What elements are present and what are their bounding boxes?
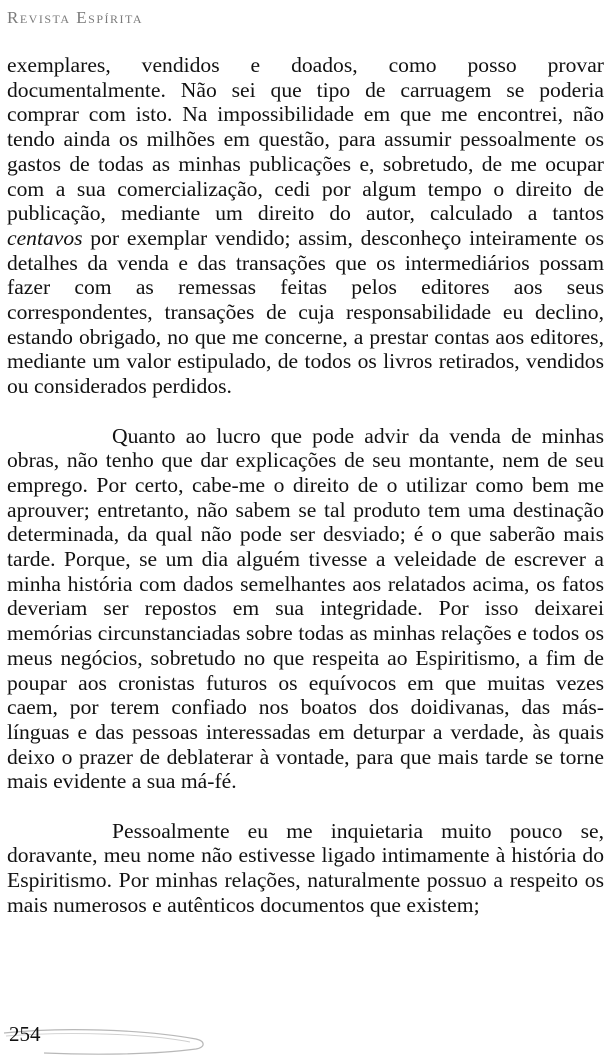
- paragraph-1-text-start: exemplares, vendidos e doados, como posso provar documentalmente. Não sei que tipo de carruagem se poderia comprar com isto. Na impossibilidade em que me encontrei, não tendo ainda os milhões em questão, para assumir pessoalmente os gastos de todas as minhas publicações e, sobretudo, de me ocupar com a sua comercialização, cedi por algum tempo o direito de publicação, mediante um direito do autor, calculado a tantos: [7, 53, 604, 226]
- paragraph-1: [7, 53, 604, 399]
- italic-word: centavos: [7, 225, 83, 250]
- page-footer: [0, 1017, 611, 1057]
- running-header: Revista Espírita: [7, 8, 144, 27]
- paragraph-2: Quanto ao lucro que pode advir da venda de minhas obras, não tenho que dar explicações de seu montante, nem de seu emprego. Por certo, cabe-me o direito de o utilizar como bem me aprouver; entretanto, não sabem se tal produto tem uma destinação determinada, da qual não pode ser desviado; é o que saberão mais tarde. Porque, se um dia alguém tivesse a veleidade de escrever a minha história com dados semelhantes aos relatados acima, os fatos deveriam ser repostos em sua integridade. Por isso deixarei memórias circunstanciadas sobre todas as minhas relações e todos os meus negócios, sobretudo no que respeita ao Espiritismo, a fim de poupar aos cronistas futuros os equívocos em que muitas vezes caem, por terem confiado nos boatos dos doidivanas, das más-línguas e das pessoas interessadas em deturpar a verdade, às quais deixo o prazer de deblaterar à vontade, para que mais tarde se torne mais evidente a sua má-fé.: [7, 423, 604, 794]
- paragraph-3: Pessoalmente eu me inquietaria muito pouco se, doravante, meu nome não estivesse ligado intimamente à história do Espiritismo. Por minhas relações, naturalmente possuo a respeito os mais numerosos e autênticos documentos que existem;: [7, 818, 604, 917]
- page-body: [7, 53, 604, 918]
- footer-swoosh-ornament: [0, 1017, 611, 1057]
- paragraph-1-text-end: por exemplar vendido; assim, desconheço inteiramente os detalhes da venda e das transações que os intermediários possam fazer com as remessas feitas pelos editores aos seus correspondentes, transações de cuja responsabilidade eu declino, estando obrigado, no que me concerne, a prestar contas aos editores, mediante um valor estipulado, de todos os livros retirados, vendidos ou considerados perdidos.: [7, 225, 604, 399]
- page-number: 254: [9, 1022, 41, 1046]
